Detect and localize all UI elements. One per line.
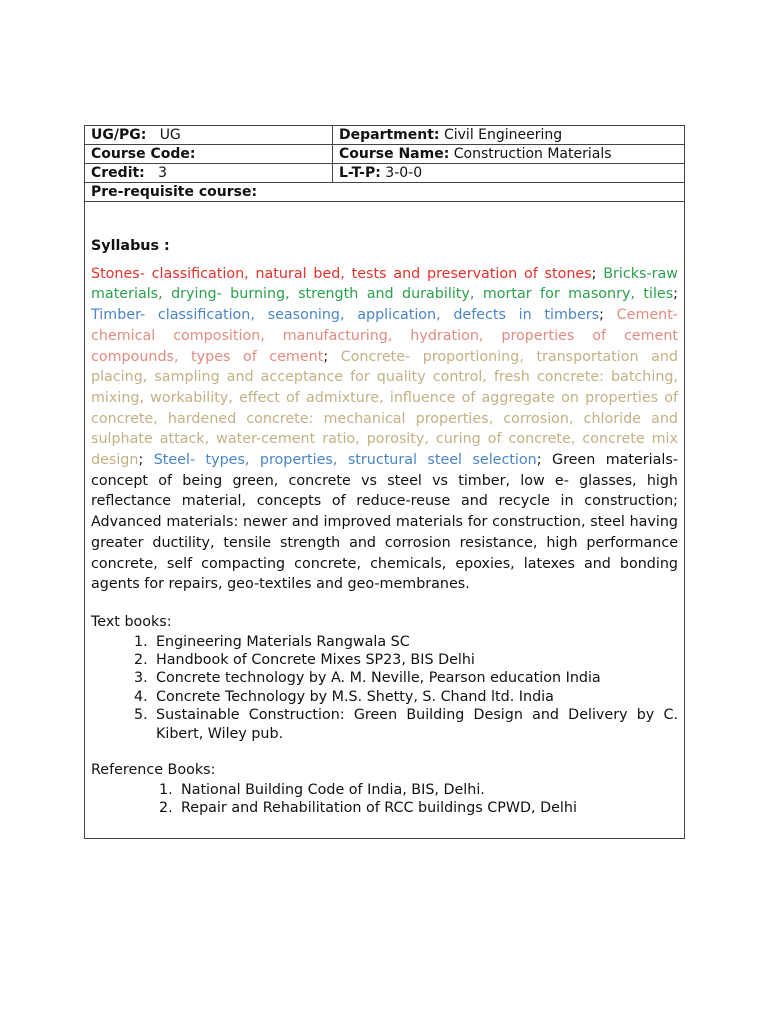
credit-value: 3: [158, 165, 168, 181]
prereq-label: Pre-requisite course:: [91, 184, 258, 200]
syllabus-title: Syllabus :: [91, 238, 170, 254]
list-item: [134, 669, 678, 687]
list-item: [159, 799, 678, 817]
list-item-text: National Building Code of India, BIS, Delhi.: [181, 781, 485, 798]
textbooks-title: Text books:: [91, 613, 172, 630]
list-item-number: 3.: [134, 670, 148, 687]
syllabus-steel: Steel- types, properties, structural steel selection: [153, 452, 537, 469]
credit-cell: [85, 164, 333, 182]
list-item-text: Concrete technology by A. M. Neville, Pearson education India: [156, 670, 601, 687]
department-value: Civil Engineering: [443, 127, 563, 143]
list-item: [134, 633, 678, 651]
ltp-cell: [333, 164, 684, 182]
header-row-4: [85, 183, 684, 202]
syllabus-timber: Timber- classification, seasoning, application, defects in timbers: [91, 307, 600, 324]
references-list: [91, 781, 678, 818]
ltp-label: L-T-P:: [339, 165, 381, 181]
list-item-text: Engineering Materials Rangwala SC: [156, 633, 410, 650]
course-code-label: Course Code:: [91, 146, 196, 162]
credit-label: Credit:: [91, 165, 145, 181]
course-name-value: Construction Materials: [453, 146, 612, 162]
department-label: Department:: [339, 127, 440, 143]
header-row-3: [85, 164, 684, 183]
ugpg-value: UG: [159, 127, 181, 143]
syllabus-cement: Cement- chemical composition, manufacturing, hydration, properties of cement compounds, types of cement: [91, 307, 678, 365]
list-item-number: 1.: [134, 633, 148, 650]
references-title: Reference Books:: [91, 762, 216, 779]
prereq-cell: [85, 183, 684, 201]
syllabus-bricks: Bricks-raw materials, drying- burning, strength and durability, mortar for masonry, tiles: [91, 265, 678, 303]
department-cell: [333, 126, 684, 144]
list-item-number: 2.: [159, 800, 173, 817]
course-document: [84, 125, 685, 839]
ugpg-cell: [85, 126, 333, 144]
list-item: [134, 706, 678, 743]
list-item-number: 4.: [134, 688, 148, 705]
list-item-text: Concrete Technology by M.S. Shetty, S. Chand ltd. India: [156, 688, 554, 705]
syllabus-stones: Stones- classification, natural bed, tests and preservation of stones: [91, 265, 592, 282]
list-item-number: 1.: [159, 781, 173, 798]
list-item: [134, 651, 678, 669]
syllabus-text: Stones- classification, natural bed, tests and preservation of stones; Bricks-raw materials, drying- burning, strength and durability, mortar for masonry, tiles; Timber- classification, seasoning, application, defects in timbers; Cement- chemical composition, manufacturing, hydration, properties of cement compounds, types of cement; Concrete- proportioning, transportation and placing, sampling and acceptance for quality control, fresh concrete: batching, mixing, workability, effect of admixture, influence of aggregate on properties of concrete, hardened concrete: mechanical properties, corrosion, chloride and sulphate attack, water-cement ratio, porosity, curing of concrete, concrete mix design; Steel- types, properties, structural steel selection; Green materials- concept of being green, concrete vs steel vs timber, low e- glasses, high reflectance material, concepts of reduce-reuse and recycle in construction; Advanced materials: newer and improved materials for construction, steel having greater ductility, tensile strength and corrosion resistance, high performance concrete, self compacting concrete, chemicals, epoxies, latexes and bonding agents for repairs, geo-textiles and geo-membranes.: [91, 265, 678, 593]
header-row-1: [85, 126, 684, 145]
syllabus-rest: Green materials- concept of being green, concrete vs steel vs timber, low e- glasses, high reflectance material, concepts of reduce-reuse and recycle in construction; Advanced materials: newer and improved materials for construction, steel having greater ductility, tensile strength and corrosion resistance, high performance concrete, self compacting concrete, chemicals, epoxies, latexes and bonding agents for repairs, geo-textiles and geo-membranes.: [91, 452, 678, 593]
list-item: [134, 688, 678, 706]
list-item: [159, 781, 678, 799]
syllabus-concrete: Concrete- proportioning, transportation and placing, sampling and acceptance for quality control, fresh concrete: batching, mixing, workability, effect of admixture, influence of aggregate on properties of concrete, hardened concrete: mechanical properties, corrosion, chloride and sulphate attack, water-cement ratio, porosity, curing of concrete, concrete mix design: [91, 348, 678, 469]
course-code-cell: [85, 145, 333, 163]
course-name-label: Course Name:: [339, 146, 450, 162]
list-item-number: 5.: [134, 707, 148, 724]
list-item-text: Repair and Rehabilitation of RCC buildings CPWD, Delhi: [181, 800, 577, 817]
list-item-text: Handbook of Concrete Mixes SP23, BIS Delhi: [156, 652, 475, 669]
course-name-cell: [333, 145, 684, 163]
ltp-value: 3-0-0: [385, 165, 423, 181]
course-body: [85, 202, 684, 838]
list-item-number: 2.: [134, 652, 148, 669]
header-row-2: [85, 145, 684, 164]
textbooks-list: [91, 633, 678, 743]
list-item-text: Sustainable Construction: Green Building Design and Delivery by C. Kibert, Wiley pub.: [156, 707, 678, 742]
ugpg-label: UG/PG:: [91, 127, 147, 143]
